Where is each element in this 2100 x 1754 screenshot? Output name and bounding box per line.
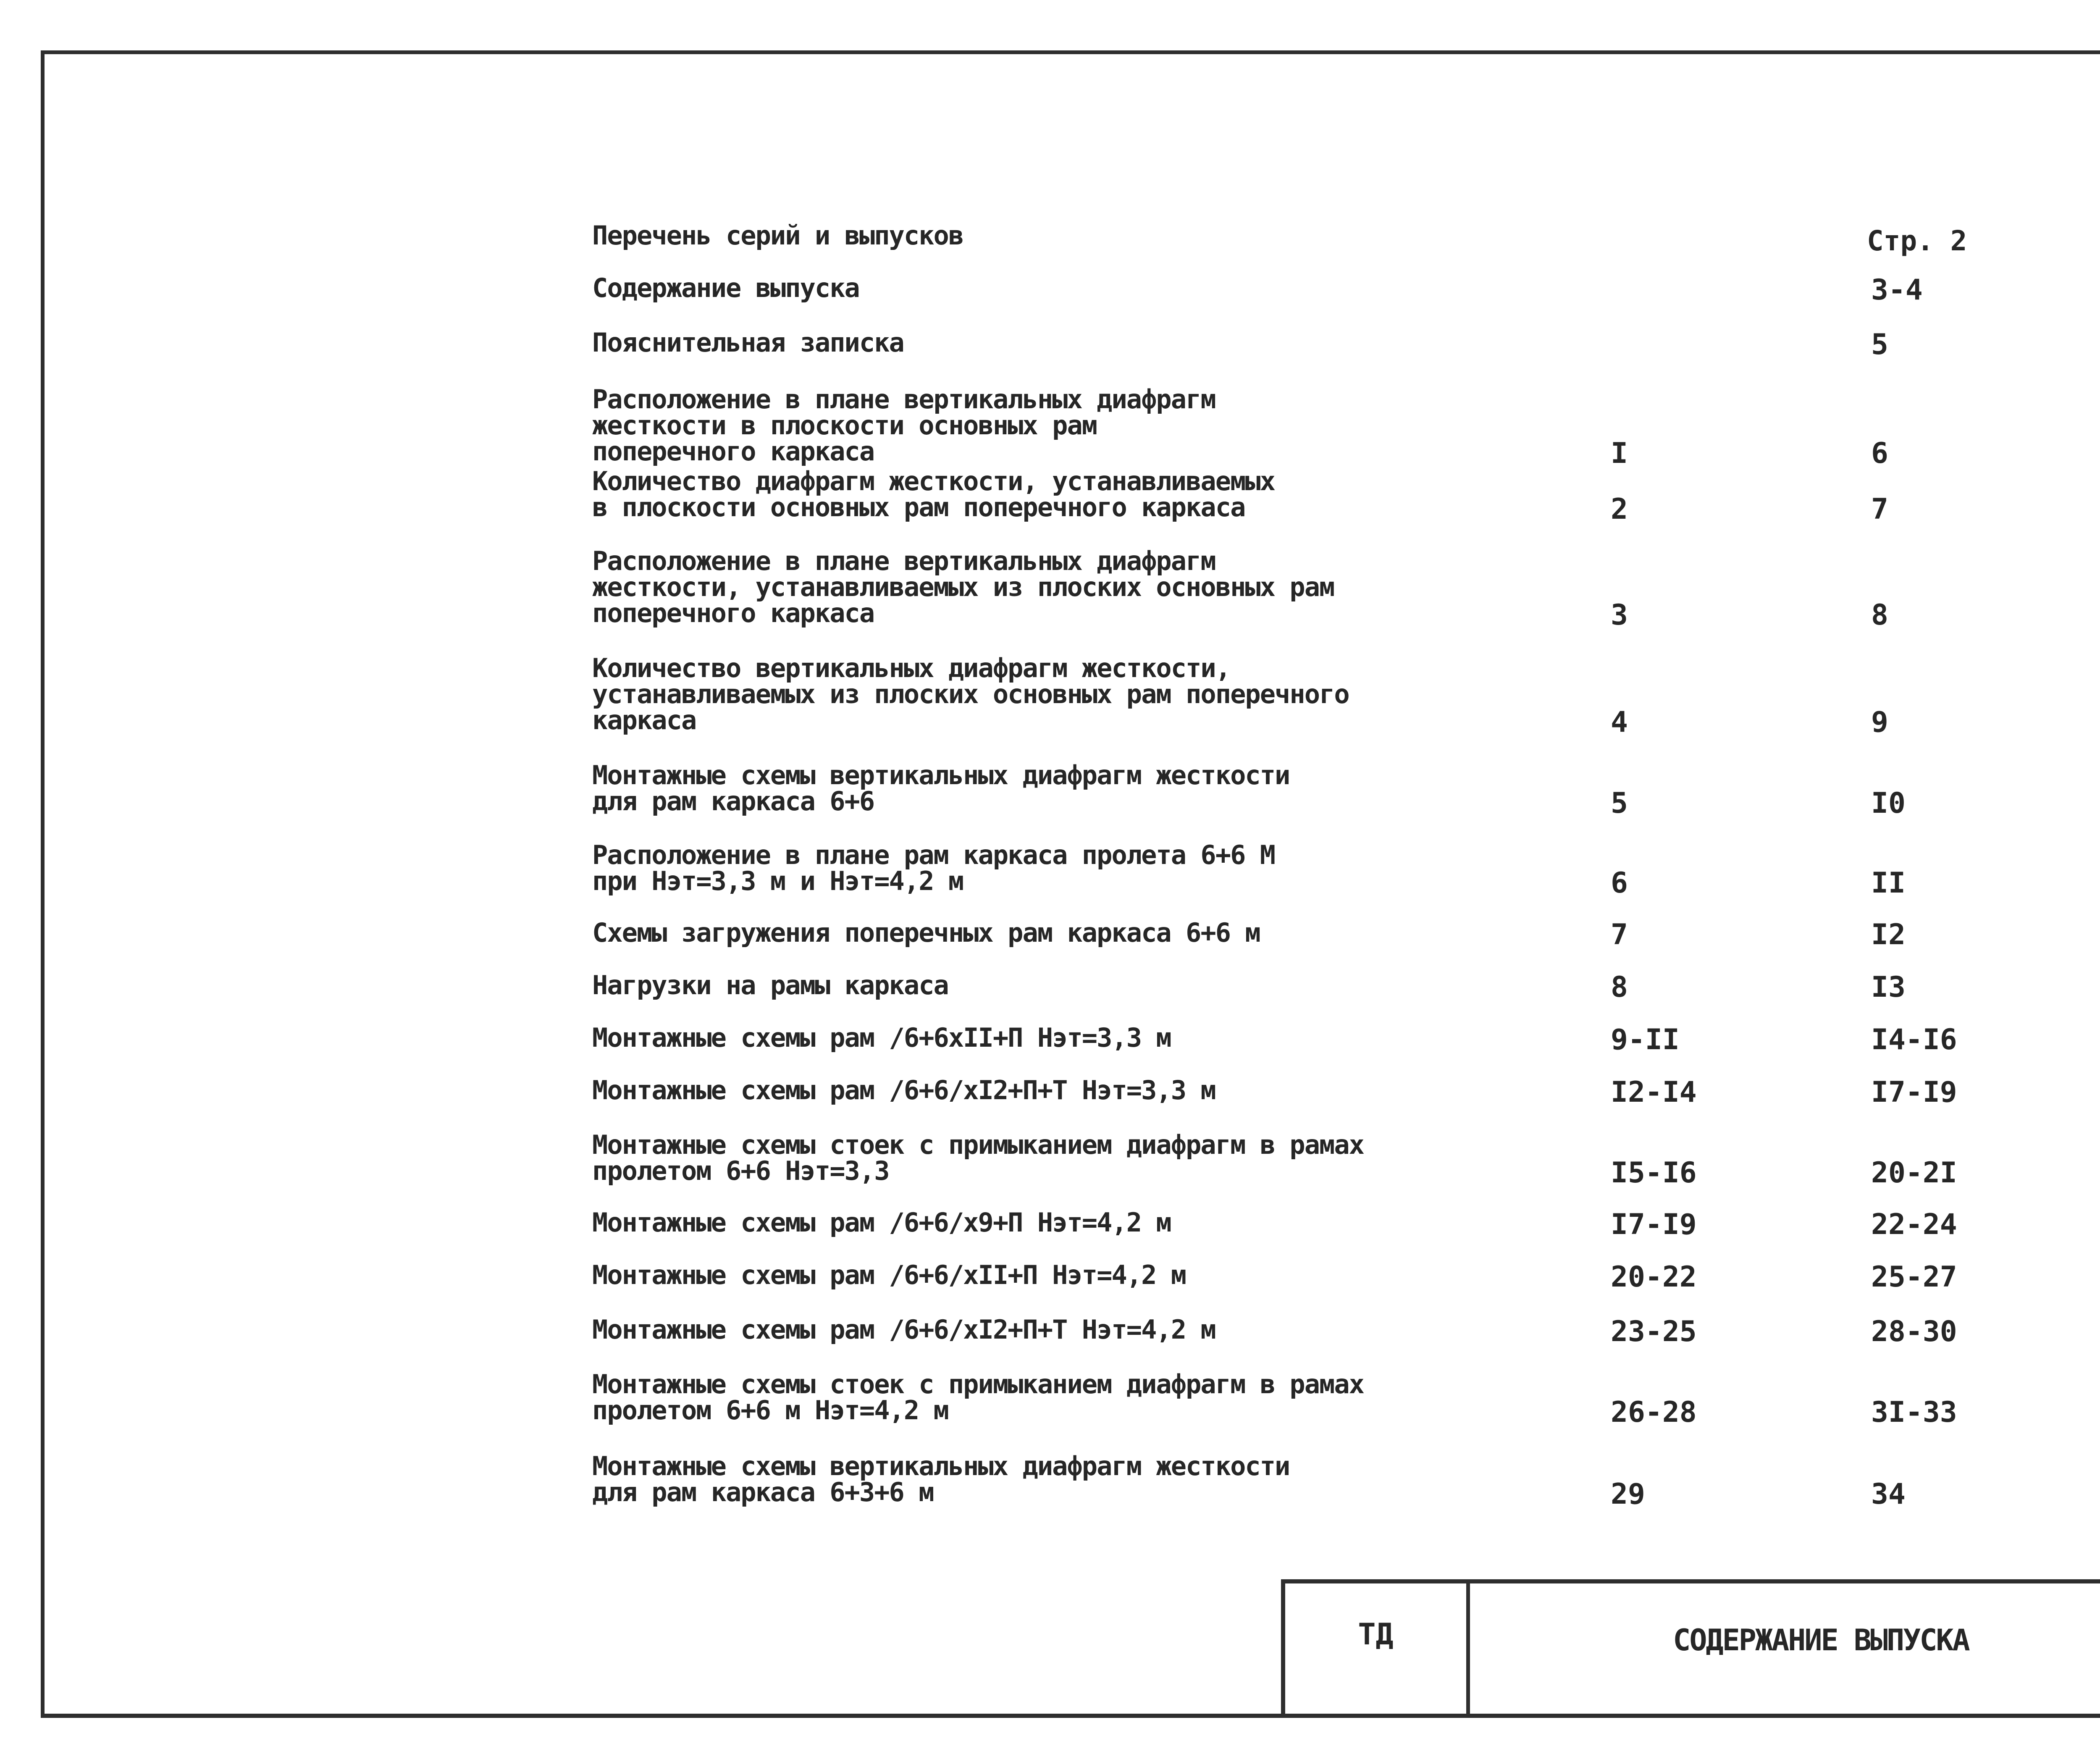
toc-entry-sheet: 3 [1611,599,1628,632]
page-column-header: Стр. 2 [1867,225,1967,257]
toc-entry-page: I7-I9 [1871,1076,1957,1109]
toc-entry-title: Расположение в плане вертикальных диафрагм жесткости, устанавливаемых из плоских основных рам поперечного каркаса [592,546,1334,628]
toc-entry-title: Пояснительная записка [592,327,904,358]
toc-entry-sheet: I [1611,437,1628,470]
toc-entry-title: Содержание выпуска [592,273,859,303]
toc-entry-page: I4-I6 [1871,1023,1957,1056]
toc-entry-page: 6 [1871,437,1888,470]
title-block-org: ТД [1285,1583,1470,1714]
toc-entry-sheet: 4 [1611,706,1628,739]
toc-entry-page: 5 [1871,328,1888,361]
toc-entry-page: I0 [1871,787,1906,820]
title-block-doc-title: СОДЕРЖАНИЕ ВЫПУСКА [1470,1583,2100,1714]
toc-entry-page: 25-27 [1871,1260,1957,1294]
toc-entry-title: Расположение в плане вертикальных диафрагм жесткости в плоскости основных рам поперечного каркаса [592,384,1215,467]
toc-entry-title: Схемы загружения поперечных рам каркаса 6+6 м [592,917,1260,948]
toc-entry-page: II [1871,866,1906,900]
toc-entry-title: Монтажные схемы рам /6+6хII+П Нэт=3,3 м [592,1022,1171,1053]
toc-entry-title: Монтажные схемы стоек с примыканием диафрагм в рамах пролетом 6+6 Нэт=3,3 [592,1129,1364,1186]
toc-entry-page: 3-4 [1871,273,1923,307]
toc-entry-title: Монтажные схемы рам /6+6/хI2+П+Т Нэт=4,2 м [592,1314,1215,1345]
toc-entry-title: Монтажные схемы вертикальных диафрагм жесткости для рам каркаса 6+3+6 м [592,1451,1290,1507]
toc-entry-sheet: 6 [1611,866,1628,900]
toc-entry-sheet: 2 [1611,493,1628,526]
toc-entry-sheet: I2-I4 [1611,1076,1697,1109]
toc-entry-sheet: 5 [1611,787,1628,820]
toc-entry-sheet: I5-I6 [1611,1156,1697,1189]
toc-entry-page: 7 [1871,493,1888,526]
toc-entry-sheet: 23-25 [1611,1315,1697,1348]
toc-entry-title: Монтажные схемы рам /6+6/х9+П Нэт=4,2 м [592,1207,1171,1238]
toc-entry-title: Количество вертикальных диафрагм жесткости, устанавливаемых из плоских основных рам поперечного каркаса [592,653,1349,735]
toc-entry-title: Нагрузки на рамы каркаса [592,970,948,1000]
toc-entry-page: 28-30 [1871,1315,1957,1348]
toc-entry-sheet: I7-I9 [1611,1208,1697,1241]
toc-entry-page: I3 [1871,971,1906,1004]
toc-entry-sheet: 8 [1611,971,1628,1004]
toc-entry-page: 3I-33 [1871,1396,1957,1429]
title-block [1281,1579,2100,1714]
toc-entry-page: 34 [1871,1478,1906,1511]
toc-entry-page: 8 [1871,599,1888,632]
toc-entry-title: Количество диафрагм жесткости, устанавливаемых в плоскости основных рам поперечного каркаса [592,466,1275,523]
toc-entry-sheet: 20-22 [1611,1260,1697,1294]
toc-entry-sheet: 26-28 [1611,1396,1697,1429]
toc-entry-title: Перечень серий и выпусков [592,220,963,251]
toc-entry-title: Монтажные схемы стоек с примыканием диафрагм в рамах пролетом 6+6 м Нэт=4,2 м [592,1369,1364,1426]
toc-entry-sheet: 29 [1611,1478,1645,1511]
toc-entry-title: Монтажные схемы вертикальных диафрагм жесткости для рам каркаса 6+6 [592,760,1290,817]
toc-entry-page: 22-24 [1871,1208,1957,1241]
toc-entry-page: 20-2I [1871,1156,1957,1189]
toc-entry-sheet: 9-II [1611,1023,1680,1056]
toc-entry-title: Монтажные схемы рам /6+6/хI2+П+Т Нэт=3,3 м [592,1075,1215,1105]
toc-entry-page: I2 [1871,918,1906,951]
toc-entry-page: 9 [1871,706,1888,739]
toc-entry-title: Расположение в плане рам каркаса пролета 6+6 М при Нэт=3,3 м и Нэт=4,2 м [592,840,1275,896]
toc-entry-sheet: 7 [1611,918,1628,951]
toc-entry-title: Монтажные схемы рам /6+6/хII+П Нэт=4,2 м [592,1260,1186,1290]
